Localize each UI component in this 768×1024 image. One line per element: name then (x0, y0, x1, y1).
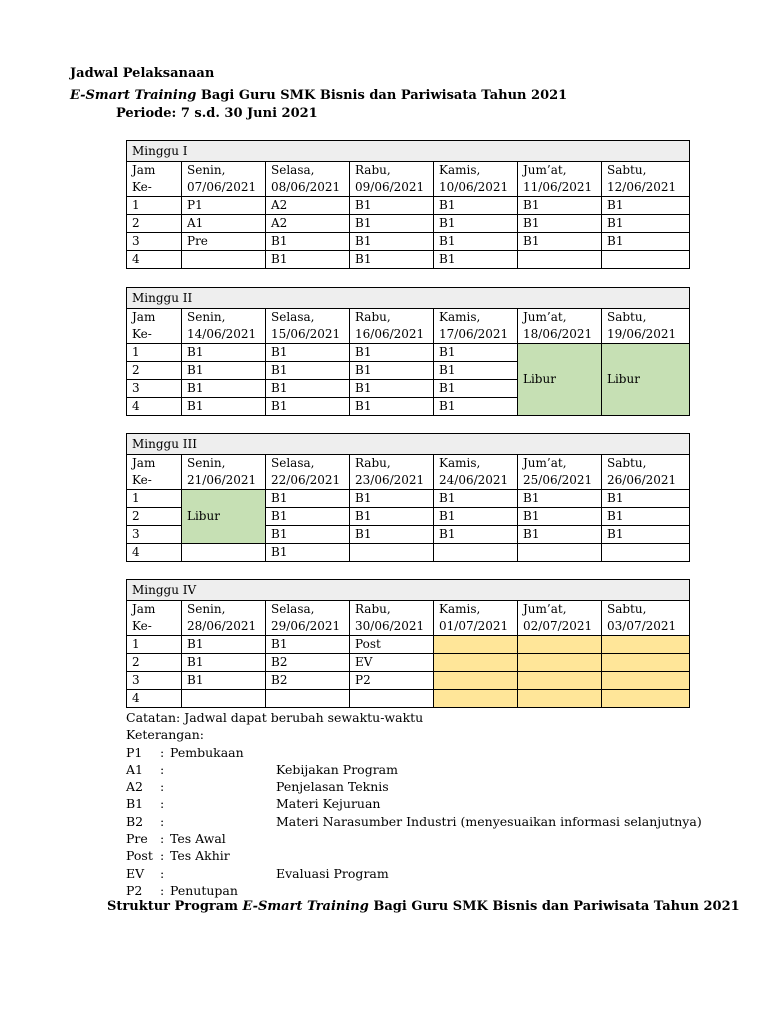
schedule-cell: B1 (602, 233, 690, 251)
schedule-cell: EV (350, 654, 434, 672)
legend-desc: Evaluasi Program (276, 865, 389, 881)
schedule-cell (602, 654, 690, 672)
legend-colon: : (160, 865, 165, 881)
schedule-cell: A2 (266, 197, 350, 215)
day-date: 29/06/2021 (271, 619, 341, 633)
schedule-cell: B1 (350, 490, 434, 508)
jam-number: 4 (127, 690, 182, 708)
day-name: Sabtu, (607, 310, 647, 324)
legend-desc: Penutupan (170, 882, 238, 898)
day-header (434, 455, 518, 490)
caption-italic: E-Smart Training (242, 899, 369, 914)
schedule-cell: B1 (266, 251, 350, 269)
jam-ke-header (127, 455, 182, 490)
schedule-cell: B1 (350, 526, 434, 544)
day-header (266, 455, 350, 490)
program-title (70, 88, 567, 103)
legend-desc: Materi Kejuruan (276, 796, 381, 812)
jam-number: 4 (127, 544, 182, 562)
day-header (350, 601, 434, 636)
day-header-row (127, 309, 690, 344)
jam-ke-header (127, 162, 182, 197)
day-header (434, 601, 518, 636)
legend-item (126, 847, 423, 864)
legend-code: B1 (126, 796, 144, 812)
caption (107, 899, 740, 914)
day-name: Jum’at, (523, 602, 567, 616)
schedule-cell: B1 (266, 362, 350, 380)
day-header-row (127, 601, 690, 636)
day-header (602, 162, 690, 197)
legend-code: Pre (126, 831, 148, 847)
schedule-cell: B1 (182, 344, 266, 362)
day-name: Rabu, (355, 456, 391, 470)
day-name: Selasa, (271, 310, 315, 324)
schedule-cell (602, 636, 690, 654)
schedule-cell: B1 (182, 380, 266, 398)
day-date: 16/06/2021 (355, 327, 425, 341)
schedule-cell: B1 (434, 398, 518, 416)
day-date: 30/06/2021 (355, 619, 425, 633)
jam-number: 3 (127, 672, 182, 690)
day-name: Jum’at, (523, 310, 567, 324)
schedule-cell (518, 690, 602, 708)
schedule-cell: P1 (182, 197, 266, 215)
day-date: 07/06/2021 (187, 180, 257, 194)
schedule-cell: A2 (266, 215, 350, 233)
week-4-table (126, 579, 690, 708)
legend-desc: Pembukaan (170, 744, 244, 760)
day-name: Senin, (187, 456, 226, 470)
day-name: Selasa, (271, 602, 315, 616)
schedule-cell: B1 (350, 344, 434, 362)
legend-code: B2 (126, 813, 144, 829)
schedule-cell (350, 690, 434, 708)
day-header (518, 309, 602, 344)
schedule-cell (434, 672, 518, 690)
schedule-cell (518, 544, 602, 562)
day-date: 23/06/2021 (355, 473, 425, 487)
jam-number: 4 (127, 398, 182, 416)
schedule-cell (518, 251, 602, 269)
schedule-cell: B1 (434, 362, 518, 380)
caption-prefix: Struktur Program (107, 899, 243, 914)
schedule-cell: B1 (602, 197, 690, 215)
day-header (602, 601, 690, 636)
schedule-cell (602, 251, 690, 269)
schedule-cell: B1 (266, 344, 350, 362)
schedule-cell: B1 (266, 508, 350, 526)
legend-item (126, 744, 423, 761)
schedule-row (127, 490, 690, 508)
day-date: 24/06/2021 (439, 473, 509, 487)
day-name: Sabtu, (607, 163, 647, 177)
day-name: Kamis, (439, 310, 481, 324)
day-date: 19/06/2021 (607, 327, 677, 341)
jam-number: 4 (127, 251, 182, 269)
day-name: Sabtu, (607, 456, 647, 470)
week-title-row (127, 141, 690, 162)
day-header (350, 309, 434, 344)
week-title-row (127, 434, 690, 455)
jam-number: 1 (127, 490, 182, 508)
jam-number: 3 (127, 380, 182, 398)
legend-colon: : (160, 882, 165, 898)
schedule-cell: B1 (350, 251, 434, 269)
schedule-cell: B1 (182, 636, 266, 654)
schedule-cell: B1 (518, 490, 602, 508)
legend-item (126, 795, 423, 812)
week-title: Minggu I (127, 141, 690, 162)
day-name: Senin, (187, 163, 226, 177)
schedule-cell: B1 (602, 215, 690, 233)
schedule-cell: B1 (518, 215, 602, 233)
legend-colon: : (160, 831, 165, 847)
jam-label: Jam (132, 163, 156, 177)
schedule-cell: B2 (266, 672, 350, 690)
schedule-cell: B1 (518, 233, 602, 251)
day-header (182, 601, 266, 636)
legend-item (126, 761, 423, 778)
legend-colon: : (160, 848, 165, 864)
program-name-italic: E-Smart Training (70, 88, 197, 103)
day-header (182, 162, 266, 197)
week-2-table (126, 287, 690, 416)
schedule-cell (434, 636, 518, 654)
notes-legend-heading: Keterangan: (126, 727, 205, 743)
legend-colon: : (160, 761, 165, 777)
ke-label: Ke- (132, 619, 152, 633)
legend-colon: : (160, 744, 165, 760)
schedule-cell (602, 672, 690, 690)
holiday-cell: Libur (518, 344, 602, 416)
schedule-row (127, 544, 690, 562)
schedule-cell: B1 (602, 526, 690, 544)
schedule-cell: B1 (602, 508, 690, 526)
jam-number: 1 (127, 344, 182, 362)
schedule-cell: B1 (182, 654, 266, 672)
schedule-cell: B1 (602, 490, 690, 508)
schedule-cell: B1 (434, 251, 518, 269)
day-header (350, 455, 434, 490)
holiday-cell: Libur (602, 344, 690, 416)
jam-number: 2 (127, 508, 182, 526)
schedule-cell: B1 (518, 508, 602, 526)
schedule-row (127, 654, 690, 672)
day-date: 01/07/2021 (439, 619, 509, 633)
day-header (266, 601, 350, 636)
legend-code: A1 (126, 761, 143, 777)
schedule-cell: B1 (266, 380, 350, 398)
legend-item (126, 865, 423, 882)
day-date: 08/06/2021 (271, 180, 341, 194)
day-name: Kamis, (439, 602, 481, 616)
day-date: 17/06/2021 (439, 327, 509, 341)
week-title-row (127, 580, 690, 601)
legend-desc: Penjelasan Teknis (276, 779, 389, 795)
week-title: Minggu II (127, 288, 690, 309)
day-date: 09/06/2021 (355, 180, 425, 194)
legend-code: A2 (126, 779, 143, 795)
day-date: 18/06/2021 (523, 327, 593, 341)
schedule-cell: B1 (350, 215, 434, 233)
period-line: Periode: 7 s.d. 30 Juni 2021 (116, 106, 318, 121)
schedule-cell (602, 690, 690, 708)
day-name: Rabu, (355, 310, 391, 324)
day-header (434, 162, 518, 197)
week-3-table (126, 433, 690, 562)
schedule-cell: B1 (518, 526, 602, 544)
holiday-cell: Libur (182, 490, 266, 544)
day-date: 14/06/2021 (187, 327, 257, 341)
schedule-cell (518, 636, 602, 654)
ke-label: Ke- (132, 327, 152, 341)
schedule-cell: B1 (350, 398, 434, 416)
schedule-row (127, 636, 690, 654)
legend-colon: : (160, 796, 165, 812)
schedule-row (127, 251, 690, 269)
jam-number: 1 (127, 636, 182, 654)
schedule-row (127, 344, 690, 362)
day-header (266, 162, 350, 197)
schedule-cell: B2 (266, 654, 350, 672)
day-date: 10/06/2021 (439, 180, 509, 194)
schedule-cell: B1 (434, 380, 518, 398)
legend-desc: Materi Narasumber Industri (menyesuaikan informasi selanjutnya) (276, 813, 702, 829)
day-header (518, 601, 602, 636)
schedule-cell: B1 (434, 508, 518, 526)
schedule-cell: B1 (182, 362, 266, 380)
day-date: 28/06/2021 (187, 619, 257, 633)
jam-label: Jam (132, 602, 156, 616)
schedule-cell (518, 654, 602, 672)
day-header-row (127, 455, 690, 490)
schedule-cell: B1 (182, 398, 266, 416)
schedule-cell (266, 690, 350, 708)
schedule-cell: B1 (266, 526, 350, 544)
schedule-cell: B1 (266, 636, 350, 654)
schedule-cell (434, 654, 518, 672)
schedule-cell: Post (350, 636, 434, 654)
schedule-cell (182, 251, 266, 269)
day-date: 22/06/2021 (271, 473, 341, 487)
day-date: 12/06/2021 (607, 180, 677, 194)
day-header (182, 455, 266, 490)
schedule-cell: A1 (182, 215, 266, 233)
day-name: Rabu, (355, 602, 391, 616)
schedule-cell: B1 (266, 544, 350, 562)
jam-number: 2 (127, 362, 182, 380)
schedule-cell (602, 544, 690, 562)
caption-suffix: Bagi Guru SMK Bisnis dan Pariwisata Tahun 2021 (368, 899, 740, 914)
day-name: Sabtu, (607, 602, 647, 616)
day-header (602, 455, 690, 490)
day-header (518, 455, 602, 490)
day-date: 25/06/2021 (523, 473, 593, 487)
day-date: 26/06/2021 (607, 473, 677, 487)
jam-number: 3 (127, 526, 182, 544)
day-date: 02/07/2021 (523, 619, 593, 633)
schedule-cell (182, 544, 266, 562)
legend-item (126, 813, 702, 830)
legend-desc: Kebijakan Program (276, 761, 398, 777)
week-1-table (126, 140, 690, 269)
day-date: 03/07/2021 (607, 619, 677, 633)
ke-label: Ke- (132, 473, 152, 487)
schedule-cell: B1 (266, 233, 350, 251)
legend-desc: Tes Akhir (170, 848, 230, 864)
schedule-row (127, 215, 690, 233)
week-title-row (127, 288, 690, 309)
legend-item (126, 830, 423, 847)
day-name: Selasa, (271, 456, 315, 470)
schedule-row (127, 690, 690, 708)
day-header (518, 162, 602, 197)
schedule-cell: B1 (266, 398, 350, 416)
day-header (182, 309, 266, 344)
schedule-cell: P2 (350, 672, 434, 690)
program-title-rest: Bagi Guru SMK Bisnis dan Pariwisata Tahun 2021 (196, 88, 568, 103)
schedule-cell: B1 (266, 490, 350, 508)
week-title: Minggu IV (127, 580, 690, 601)
schedule-cell: B1 (434, 526, 518, 544)
day-name: Kamis, (439, 163, 481, 177)
day-header (266, 309, 350, 344)
day-name: Jum’at, (523, 456, 567, 470)
jam-number: 3 (127, 233, 182, 251)
legend-desc: Tes Awal (170, 831, 226, 847)
schedule-cell (434, 544, 518, 562)
day-header (602, 309, 690, 344)
schedule-cell: B1 (350, 362, 434, 380)
day-name: Rabu, (355, 163, 391, 177)
legend-colon: : (160, 779, 165, 795)
jam-label: Jam (132, 456, 156, 470)
schedule-cell (518, 672, 602, 690)
day-date: 11/06/2021 (523, 180, 593, 194)
schedule-cell (434, 690, 518, 708)
schedule-cell: B1 (350, 233, 434, 251)
legend-code: EV (126, 865, 145, 881)
day-header (350, 162, 434, 197)
schedule-cell: B1 (434, 197, 518, 215)
schedule-cell (182, 690, 266, 708)
legend-colon: : (160, 813, 165, 829)
schedule-cell (350, 544, 434, 562)
schedule-cell: Pre (182, 233, 266, 251)
day-header-row (127, 162, 690, 197)
schedule-cell: B1 (350, 508, 434, 526)
day-date: 21/06/2021 (187, 473, 257, 487)
legend-item (126, 778, 423, 795)
ke-label: Ke- (132, 180, 152, 194)
jam-ke-header (127, 309, 182, 344)
schedule-cell: B1 (434, 215, 518, 233)
schedule-cell: B1 (434, 490, 518, 508)
document-title: Jadwal Pelaksanaan (70, 66, 215, 81)
legend-item (126, 882, 423, 899)
schedule-cell: B1 (350, 197, 434, 215)
schedule-cell: B1 (182, 672, 266, 690)
schedule-cell: B1 (434, 344, 518, 362)
day-header (434, 309, 518, 344)
schedule-row (127, 672, 690, 690)
legend-code: P2 (126, 882, 143, 898)
notes-section (126, 709, 702, 899)
day-name: Selasa, (271, 163, 315, 177)
schedule-cell: B1 (350, 380, 434, 398)
notes-caveat: Catatan: Jadwal dapat berubah sewaktu-waktu (126, 710, 424, 725)
day-name: Senin, (187, 602, 226, 616)
schedule-cell: B1 (434, 233, 518, 251)
legend-code: P1 (126, 744, 143, 760)
jam-number: 1 (127, 197, 182, 215)
schedule-cell: B1 (518, 197, 602, 215)
jam-number: 2 (127, 654, 182, 672)
jam-number: 2 (127, 215, 182, 233)
day-name: Senin, (187, 310, 226, 324)
legend-code: Post (126, 848, 153, 864)
day-date: 15/06/2021 (271, 327, 341, 341)
jam-ke-header (127, 601, 182, 636)
jam-label: Jam (132, 310, 156, 324)
day-name: Kamis, (439, 456, 481, 470)
day-name: Jum’at, (523, 163, 567, 177)
week-title: Minggu III (127, 434, 690, 455)
schedule-row (127, 197, 690, 215)
schedule-row (127, 233, 690, 251)
